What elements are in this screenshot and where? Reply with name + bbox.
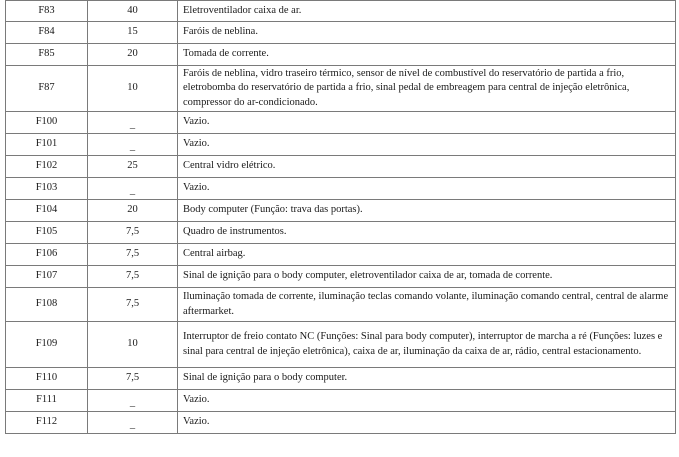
fuse-id-cell: F101 [6, 134, 88, 156]
fuse-table-body [6, 1, 676, 434]
fuse-id-cell: F104 [6, 200, 88, 222]
amperage-cell: 10 [88, 322, 178, 368]
table-row [6, 200, 676, 222]
description-cell: Sinal de ignição para o body computer, eletroventilador caixa de ar, tomada de corrente. [178, 266, 676, 288]
fuse-table [5, 0, 676, 434]
description-cell: Body computer (Função: trava das portas). [178, 200, 676, 222]
amperage-cell: _ [88, 412, 178, 434]
amperage-cell: 7,5 [88, 266, 178, 288]
description-cell: Tomada de corrente. [178, 44, 676, 66]
fuse-id-cell: F109 [6, 322, 88, 368]
fuse-id-cell: F106 [6, 244, 88, 266]
table-row [6, 44, 676, 66]
fuse-id-cell: F107 [6, 266, 88, 288]
amperage-cell: 10 [88, 66, 178, 112]
amperage-cell: _ [88, 112, 178, 134]
description-cell: Interruptor de freio contato NC (Funções: Sinal para body computer), interruptor de marcha a ré (Funções: luzes e sinal para central de injeção eletrônica), caixa de ar, iluminação da caixa de ar, rádio, central estacionamento. [178, 322, 676, 368]
description-cell: Quadro de instrumentos. [178, 222, 676, 244]
description-cell: Vazio. [178, 112, 676, 134]
amperage-cell: 7,5 [88, 244, 178, 266]
table-row [6, 134, 676, 156]
fuse-id-cell: F85 [6, 44, 88, 66]
amperage-cell: 7,5 [88, 368, 178, 390]
fuse-id-cell: F83 [6, 1, 88, 22]
amperage-cell: 40 [88, 1, 178, 22]
description-cell: Sinal de ignição para o body computer. [178, 368, 676, 390]
fuse-id-cell: F111 [6, 390, 88, 412]
table-row [6, 112, 676, 134]
description-cell: Vazio. [178, 178, 676, 200]
amperage-cell: _ [88, 178, 178, 200]
table-row [6, 22, 676, 44]
fuse-id-cell: F110 [6, 368, 88, 390]
fuse-id-cell: F103 [6, 178, 88, 200]
table-row [6, 1, 676, 22]
amperage-cell: 20 [88, 200, 178, 222]
fuse-id-cell: F100 [6, 112, 88, 134]
table-row [6, 368, 676, 390]
fuse-id-cell: F84 [6, 22, 88, 44]
table-row [6, 178, 676, 200]
description-cell: Eletroventilador caixa de ar. [178, 1, 676, 22]
table-row [6, 266, 676, 288]
description-cell: Vazio. [178, 390, 676, 412]
amperage-cell: 20 [88, 44, 178, 66]
table-row [6, 244, 676, 266]
table-row [6, 412, 676, 434]
description-cell: Central airbag. [178, 244, 676, 266]
description-cell: Central vidro elétrico. [178, 156, 676, 178]
fuse-id-cell: F112 [6, 412, 88, 434]
amperage-cell: 7,5 [88, 288, 178, 322]
description-cell: Iluminação tomada de corrente, iluminação teclas comando volante, iluminação comando central, central de alarme aftermarket. [178, 288, 676, 322]
fuse-id-cell: F108 [6, 288, 88, 322]
table-row [6, 322, 676, 368]
amperage-cell: 7,5 [88, 222, 178, 244]
amperage-cell: _ [88, 134, 178, 156]
description-cell: Faróis de neblina, vidro traseiro térmico, sensor de nível de combustível do reservatório de partida a frio, eletrobomba do reservatório de partida a frio, sinal pedal de embreagem para central de injeção eletrônica, compressor do ar-condicionado. [178, 66, 676, 112]
amperage-cell: 15 [88, 22, 178, 44]
description-cell: Faróis de neblina. [178, 22, 676, 44]
table-row [6, 288, 676, 322]
fuse-id-cell: F102 [6, 156, 88, 178]
description-cell: Vazio. [178, 412, 676, 434]
table-row [6, 156, 676, 178]
amperage-cell: _ [88, 390, 178, 412]
table-row [6, 222, 676, 244]
fuse-id-cell: F105 [6, 222, 88, 244]
description-cell: Vazio. [178, 134, 676, 156]
table-row [6, 66, 676, 112]
fuse-id-cell: F87 [6, 66, 88, 112]
table-row [6, 390, 676, 412]
amperage-cell: 25 [88, 156, 178, 178]
